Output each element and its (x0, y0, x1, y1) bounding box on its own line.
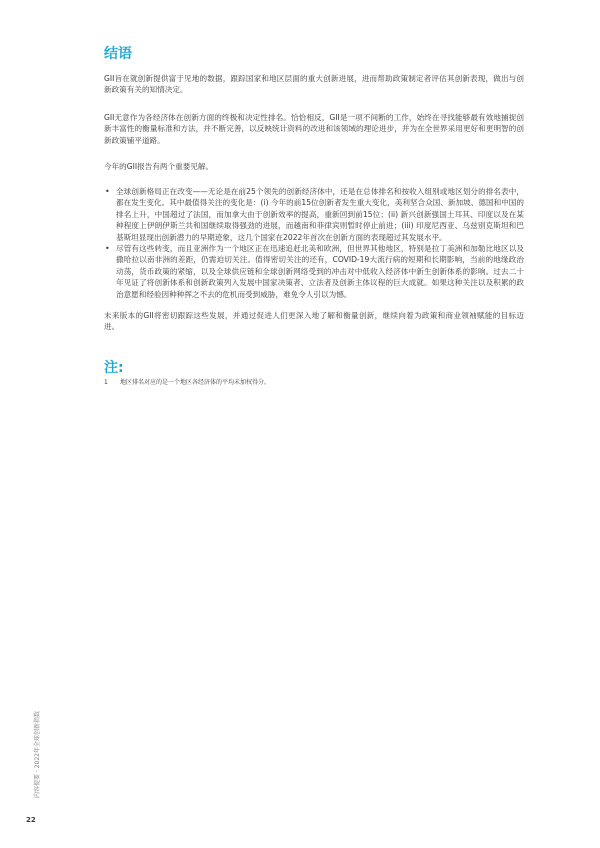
bullet-text: 尽管有这些转变，而且亚洲作为一个地区正在迅速追赶北美和欧洲，但世界其他地区，特别是拉丁美洲和加勒比地区以及撒哈拉以南非洲的差距，仍需迫切关注。值得密切关注的还有，COVID-19大流行病的短期和长期影响，当前的地缘政治动荡，货币政策的紧缩，以及全球供应链和全球创新网络受到的冲击对中低收入经济体中新生创新体系的影响。过去二十年见证了将创新体系和创新政策列入发展中国家决策者、立法者及创新主体议程的巨大成就。如果这种关注以及积累的政治意愿和经验因种种挥之不去的危机而受到威胁，难免令人引以为憾。 (116, 244, 524, 299)
bullet-icon: • (105, 244, 110, 254)
bullet-text: 全球创新格局正在改变——无论是在前25个领先的创新经济体中，还是在总体排名和按收入组别或地区划分的排名表中，都在发生变化。其中最值得关注的变化是：(i) 今年的前15位创新者发生重大变化，美利坚合众国、新加坡、德国和中国的排名上升，中国超过了法国，而加拿大由于创新效率的提高，重新回到前15位；(ii) 新兴创新强国土耳其、印度以及在某种程度上伊朗伊斯兰共和国继续取得强劲的进展，而越南和菲律宾则暂时停止前进；(iii) 印度尼西亚、乌兹别克斯坦和巴基斯坦显现出创新潜力的早期迹象，这几个国家在2022年首次在创新方面的表现超过其发展水平。 (116, 187, 524, 242)
footnote (104, 378, 524, 387)
notes-title: 注: (104, 360, 124, 376)
bullet-icon: • (105, 187, 110, 196)
insights-lead-paragraph: 今年的GII报告有两个重要见解。 (104, 162, 214, 171)
running-header: 内容提要 · 2022年全球创新指数 (34, 711, 41, 798)
intro-paragraph: GII旨在就创新提供富于见地的数据，跟踪国家和地区层面的重大创新进展，进而帮助政策制定者评估其创新表现，做出与创新政策有关的知情决定。 (104, 74, 524, 95)
list-item (104, 243, 524, 300)
section-title: 结语 (104, 46, 132, 62)
purpose-paragraph: GII无意作为各经济体在创新方面的终极和决定性排名。恰恰相反，GII是一项不间断的工作，始终在寻找能够最有效地捕捉创新丰富性的衡量标准和方法，并不断完善，以反映统计资料的改进和该领域的理论进步，并为在全世界采用更好和更明智的创新政策铺平道路。 (104, 113, 524, 145)
footnote-text: 地区排名对应的是一个地区各经济体的平均未加权得分。 (120, 379, 271, 386)
closing-paragraph: 未来版本的GII将密切跟踪这些发展，并通过促进人们更深入地了解和衡量创新，继续向着为政策和商业领袖赋能的目标迈进。 (104, 311, 524, 332)
list-item (104, 186, 524, 243)
insights-list (104, 186, 524, 300)
footnote-number: 1 (104, 379, 108, 386)
page-number: 22 (26, 816, 36, 824)
